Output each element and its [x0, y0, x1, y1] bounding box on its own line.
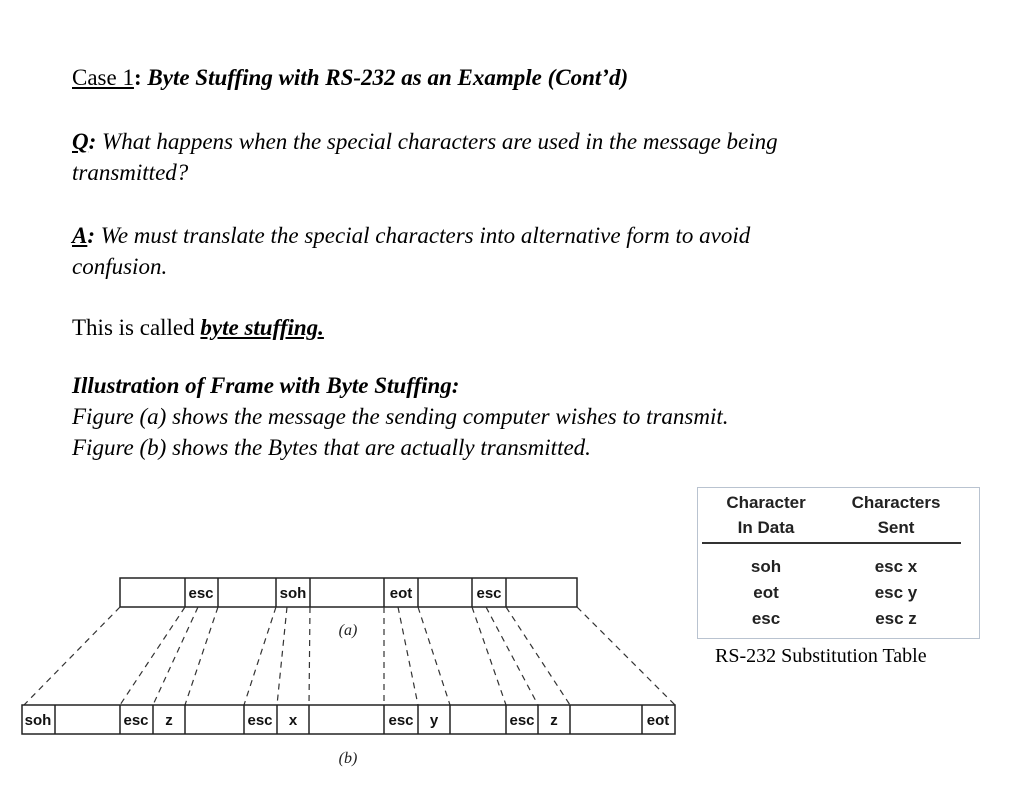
question-colon: :: [88, 129, 97, 154]
table-row: [698, 580, 979, 606]
mapping-line: [24, 607, 120, 705]
mapping-line: [244, 607, 276, 705]
slide-title: [72, 62, 628, 93]
frame-b: [22, 705, 675, 734]
answer-text-2: confusion.: [72, 254, 168, 279]
frame-b-byte-label: x: [288, 712, 298, 729]
illustration-block: [72, 370, 729, 463]
answer-colon: :: [87, 223, 96, 248]
mapping-line: [120, 607, 185, 705]
frame-b-byte-label: y: [429, 712, 439, 729]
mapping-line: [153, 607, 198, 705]
in-data-cell: soh: [750, 557, 782, 576]
frame-a-caption: (a): [338, 622, 358, 639]
frame-b-byte-label: esc: [509, 712, 535, 729]
sent-cell: esc x: [874, 557, 918, 576]
answer-label: A: [72, 223, 88, 248]
sent-cell: esc z: [875, 609, 917, 628]
mapping-line: [577, 607, 675, 705]
frame-b-byte-label: z: [165, 712, 173, 729]
frame-b-byte-label: esc: [388, 712, 414, 729]
frame-b-byte-label: esc: [247, 712, 273, 729]
table-row: [698, 606, 979, 632]
frame-a-byte-label: esc: [476, 585, 502, 602]
frame-a-byte-label: eot: [389, 585, 413, 602]
substitution-table-caption: RS-232 Substitution Table: [715, 645, 927, 667]
frame-b-byte-label: eot: [646, 712, 670, 729]
sent-cell: esc y: [874, 583, 918, 602]
illustration-heading: Illustration of Frame with Byte Stuffing:: [72, 373, 460, 398]
mapping-line: [398, 607, 418, 705]
question-text-1: What happens when the special characters are used in the message being: [96, 129, 778, 154]
mapping-line: [472, 607, 506, 705]
frame-b-byte-label: z: [550, 712, 558, 729]
table-row: [698, 554, 979, 580]
question-block: [72, 126, 778, 188]
in-data-cell: esc: [751, 609, 781, 628]
figure-b-description: Figure (b) shows the Bytes that are actually transmitted.: [72, 435, 591, 460]
header-rule: [702, 542, 961, 544]
frame-b-caption: (b): [338, 750, 358, 767]
header-character: Character: [726, 493, 806, 512]
frame-a-byte-label: esc: [188, 585, 214, 602]
header-sent: Sent: [877, 518, 915, 537]
byte-stuffing-diagram: [0, 560, 700, 791]
title-colon: :: [133, 65, 142, 90]
frame-b-byte-label: soh: [24, 712, 52, 729]
header-in-data: In Data: [737, 518, 795, 537]
byte-stuffing-term: byte stuffing.: [200, 315, 324, 340]
mapping-line: [418, 607, 450, 705]
header-character-in-data: [706, 490, 826, 540]
title-text: Byte Stuffing with RS-232 as an Example (Cont’d): [141, 65, 629, 90]
substitution-table: [697, 487, 980, 639]
question-text-2: transmitted?: [72, 160, 189, 185]
answer-text-1: We must translate the special characters into alternative form to avoid: [95, 223, 751, 248]
question-line-1: [72, 126, 778, 157]
answer-block: [72, 220, 750, 282]
called-prefix: This is called: [72, 315, 201, 340]
byte-stuffing-sentence: [72, 312, 324, 343]
mapping-line: [309, 607, 310, 705]
mapping-line: [486, 607, 538, 705]
header-characters-sent: [836, 490, 956, 540]
mapping-line: [185, 607, 218, 705]
frame-b-byte-label: esc: [123, 712, 149, 729]
in-data-cell: eot: [753, 583, 779, 602]
answer-line-1: [72, 220, 750, 251]
mapping-line: [506, 607, 570, 705]
header-characters: Characters: [851, 493, 941, 512]
case-label: Case 1: [72, 65, 134, 90]
question-label: Q: [72, 129, 89, 154]
frame-a-byte-label: soh: [279, 585, 307, 602]
mapping-line: [277, 607, 287, 705]
figure-a-description: Figure (a) shows the message the sending computer wishes to transmit.: [72, 404, 729, 429]
